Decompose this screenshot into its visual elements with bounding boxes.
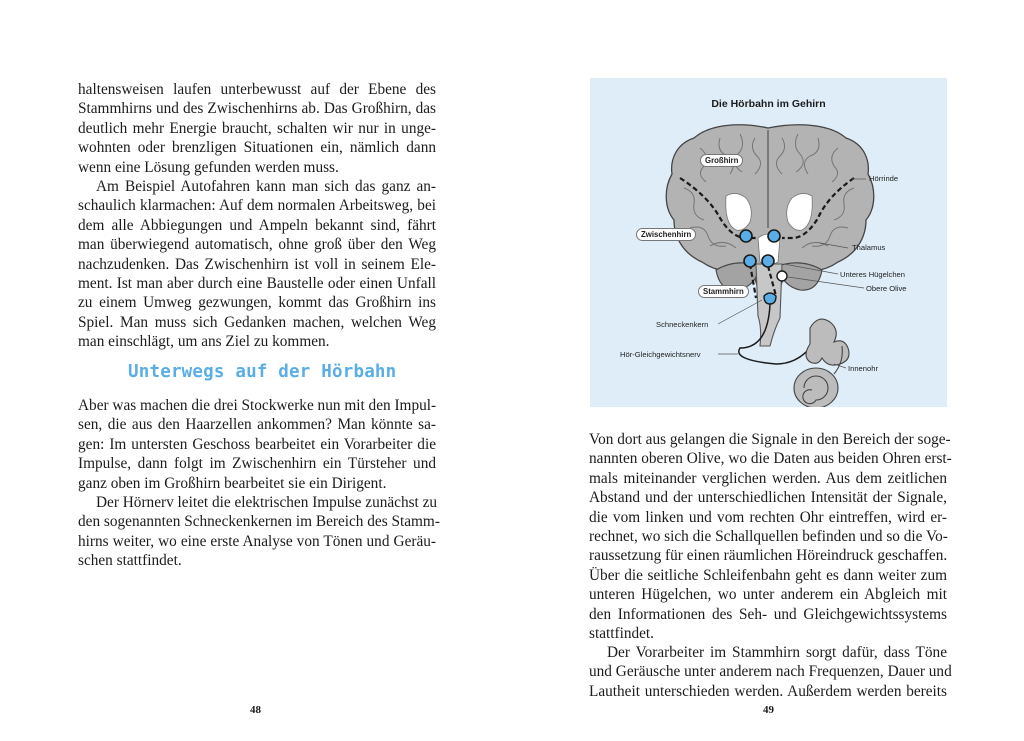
text-line: die vom linken und vom rechten Ohr eintreffen, wird er-	[589, 508, 947, 526]
right-paragraph-1	[589, 430, 952, 643]
text-line: den Informationen des Seh- und Gleichgewichtssystems	[589, 605, 947, 623]
text-line: Von dort aus gelangen die Signale in den Bereich der soge-	[589, 431, 951, 448]
text-line: Lautheit unterschieden werden. Außerdem werden bereits	[589, 682, 947, 700]
text-line: zu einem Umweg gezwungen, kommt das Großhirn ins	[78, 294, 436, 312]
text-line: wohnten oder brenzligen Situationen ein, nämlich dann	[78, 139, 436, 157]
text-line: Spiel. Man muss sich Gedanken machen, welchen Weg	[78, 313, 436, 331]
label-unteres-huegelchen: Unteres Hügelchen	[840, 270, 906, 279]
text-line: Am Beispiel Autofahren kann man sich das ganz an-	[96, 178, 436, 195]
label-stammhirn: Stammhirn	[698, 285, 749, 298]
text-line: mals miteinander verglichen werden. Aus dem zeitlichen	[589, 469, 947, 487]
label-zwischenhirn: Zwischenhirn	[636, 228, 696, 241]
right-page	[512, 0, 1024, 741]
label-thalamus: Thalamus	[852, 243, 886, 252]
text-line: nannten oberen Olive, wo die Daten aus beiden Ohren erst-	[589, 450, 952, 468]
section-heading: Unterwegs auf der Hörbahn	[128, 362, 397, 382]
text-line: und Geräusche unter anderem nach Frequenzen, Dauer und	[589, 663, 952, 681]
label-innenohr: Innenohr	[848, 364, 878, 373]
text-line: haltensweisen laufen unterbewusst auf der Ebene des	[78, 81, 436, 98]
text-line: Stammhirns und des Zwischenhirns ab. Das Großhirn, das	[78, 100, 436, 118]
left-paragraph-2	[78, 177, 436, 352]
left-paragraph-1	[78, 80, 436, 177]
label-grosshirn: Großhirn	[700, 154, 743, 167]
label-hoerrinde: Hörrinde	[869, 174, 899, 183]
text-line: Über die seitliche Schleifenbahn geht es dann weiter zum	[589, 566, 947, 584]
text-line: schaulich klarmachen: Auf dem normalen Arbeitsweg, bei	[78, 197, 436, 215]
text-line: Aber was machen die drei Stockwerke nun mit den Impul-	[78, 397, 437, 414]
text-line: raussetzung für einen räumlichen Höreindruck geschaffen.	[589, 547, 948, 565]
label-schneckenkern: Schneckenkern	[656, 320, 709, 329]
text-line: man einschlägt, um ans Ziel zu kommen.	[78, 333, 330, 351]
text-line: deutlich mehr Energie braucht, schalten wir nur in unge-	[78, 119, 436, 137]
text-line: rechnet, wo sich die Schallquellen befinden und so die Vo-	[589, 528, 948, 546]
text-line: wenn eine Lösung gefunden werden muss.	[78, 158, 339, 176]
text-line: den sogenannten Schneckenkernen im Bereich des Stamm-	[78, 513, 440, 531]
left-paragraph-4	[78, 493, 440, 571]
text-line: schen stattfindet.	[78, 552, 182, 570]
text-line: hirns weiter, wo eine erste Analyse von Tönen und Geräu-	[78, 532, 436, 550]
text-line: gen: Im untersten Geschoss bearbeitet ein Vorarbeiter die	[78, 435, 436, 453]
label-hoer-gleichgewichtsnerv: Hör-Gleichgewichtsnerv	[620, 350, 701, 359]
text-line: Abstand und der unterschiedlichen Intensität der Signale,	[589, 489, 947, 507]
figure-title: Die Hörbahn im Gehirn	[711, 98, 826, 110]
text-line: Impulse, dann folgt im Zwischenhirn ein Türsteher und	[78, 455, 436, 473]
text-line: Der Vorarbeiter im Stammhirn sorgt dafür, dass Töne	[607, 644, 947, 661]
text-line: stattfindet.	[589, 625, 654, 643]
text-line: dem alle Abbiegungen und Ampeln bekannt sind, fährt	[78, 216, 436, 234]
text-line: ment. Ist man aber durch eine Baustelle oder einen Unfall	[78, 275, 436, 293]
text-line: nachzudenken. Das Zwischenhirn ist voll in seinem Ele-	[78, 255, 436, 273]
page-number-right: 49	[763, 704, 774, 716]
text-line: man überwiegend automatisch, ohne groß über den Weg	[78, 236, 436, 254]
left-paragraph-3	[78, 396, 436, 493]
text-line: sen, die aus den Haarzellen ankommen? Man könnte sa-	[78, 416, 436, 434]
text-line: Der Hörnerv leitet die elektrischen Impulse zunächst zu	[96, 494, 438, 511]
right-paragraph-2	[589, 643, 952, 701]
label-obere-olive: Obere Olive	[866, 284, 907, 293]
text-line: ganz oben im Großhirn bearbeitet sie ein Dirigent.	[78, 474, 387, 492]
text-line: unteren Hügelchen, wo unter anderem ein Abgleich mit	[589, 586, 947, 604]
page-number-left: 48	[250, 704, 261, 716]
